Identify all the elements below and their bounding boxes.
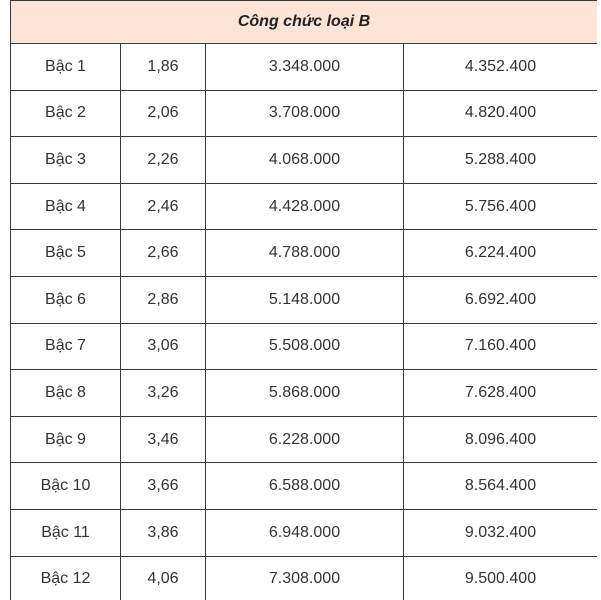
coefficient-cell: 3,86 [121, 509, 206, 556]
salary-increased-cell: 7.160.400 [404, 323, 598, 370]
grade-cell: Bậc 11 [11, 509, 121, 556]
salary-increased-cell: 7.628.400 [404, 370, 598, 417]
table-row [11, 416, 598, 463]
table-row [11, 370, 598, 417]
coefficient-cell: 3,66 [121, 463, 206, 510]
grade-cell: Bậc 10 [11, 463, 121, 510]
table-row [11, 230, 598, 277]
salary-increased-cell: 4.352.400 [404, 44, 598, 91]
salary-increased-cell: 8.564.400 [404, 463, 598, 510]
coefficient-cell: 4,06 [121, 556, 206, 600]
salary-cell: 4.428.000 [206, 183, 404, 230]
coefficient-cell: 2,46 [121, 183, 206, 230]
salary-table [10, 0, 597, 600]
salary-cell: 3.708.000 [206, 90, 404, 137]
salary-increased-cell: 8.096.400 [404, 416, 598, 463]
coefficient-cell: 3,06 [121, 323, 206, 370]
salary-increased-cell: 4.820.400 [404, 90, 598, 137]
grade-cell: Bậc 12 [11, 556, 121, 600]
table-header-row [11, 1, 598, 44]
salary-increased-cell: 5.288.400 [404, 137, 598, 184]
table-row [11, 183, 598, 230]
table-body [11, 44, 598, 600]
coefficient-cell: 2,66 [121, 230, 206, 277]
table-row [11, 323, 598, 370]
table-row [11, 137, 598, 184]
salary-cell: 5.148.000 [206, 276, 404, 323]
grade-cell: Bậc 7 [11, 323, 121, 370]
table-row [11, 276, 598, 323]
table-row [11, 90, 598, 137]
salary-increased-cell: 6.224.400 [404, 230, 598, 277]
grade-cell: Bậc 2 [11, 90, 121, 137]
table-row [11, 509, 598, 556]
coefficient-cell: 2,86 [121, 276, 206, 323]
coefficient-cell: 2,06 [121, 90, 206, 137]
salary-cell: 4.788.000 [206, 230, 404, 277]
salary-increased-cell: 9.500.400 [404, 556, 598, 600]
grade-cell: Bậc 1 [11, 44, 121, 91]
table-row [11, 44, 598, 91]
coefficient-cell: 3,46 [121, 416, 206, 463]
salary-increased-cell: 6.692.400 [404, 276, 598, 323]
table-row [11, 556, 598, 600]
salary-cell: 3.348.000 [206, 44, 404, 91]
salary-cell: 6.228.000 [206, 416, 404, 463]
salary-increased-cell: 9.032.400 [404, 509, 598, 556]
table-row [11, 463, 598, 510]
grade-cell: Bậc 8 [11, 370, 121, 417]
salary-cell: 5.508.000 [206, 323, 404, 370]
salary-cell: 7.308.000 [206, 556, 404, 600]
coefficient-cell: 3,26 [121, 370, 206, 417]
coefficient-cell: 2,26 [121, 137, 206, 184]
coefficient-cell: 1,86 [121, 44, 206, 91]
salary-cell: 5.868.000 [206, 370, 404, 417]
grade-cell: Bậc 4 [11, 183, 121, 230]
grade-cell: Bậc 5 [11, 230, 121, 277]
salary-increased-cell: 5.756.400 [404, 183, 598, 230]
salary-cell: 6.948.000 [206, 509, 404, 556]
salary-cell: 6.588.000 [206, 463, 404, 510]
grade-cell: Bậc 9 [11, 416, 121, 463]
grade-cell: Bậc 6 [11, 276, 121, 323]
grade-cell: Bậc 3 [11, 137, 121, 184]
table-title: Công chức loại B [11, 1, 598, 44]
salary-table-container [10, 0, 597, 600]
salary-cell: 4.068.000 [206, 137, 404, 184]
